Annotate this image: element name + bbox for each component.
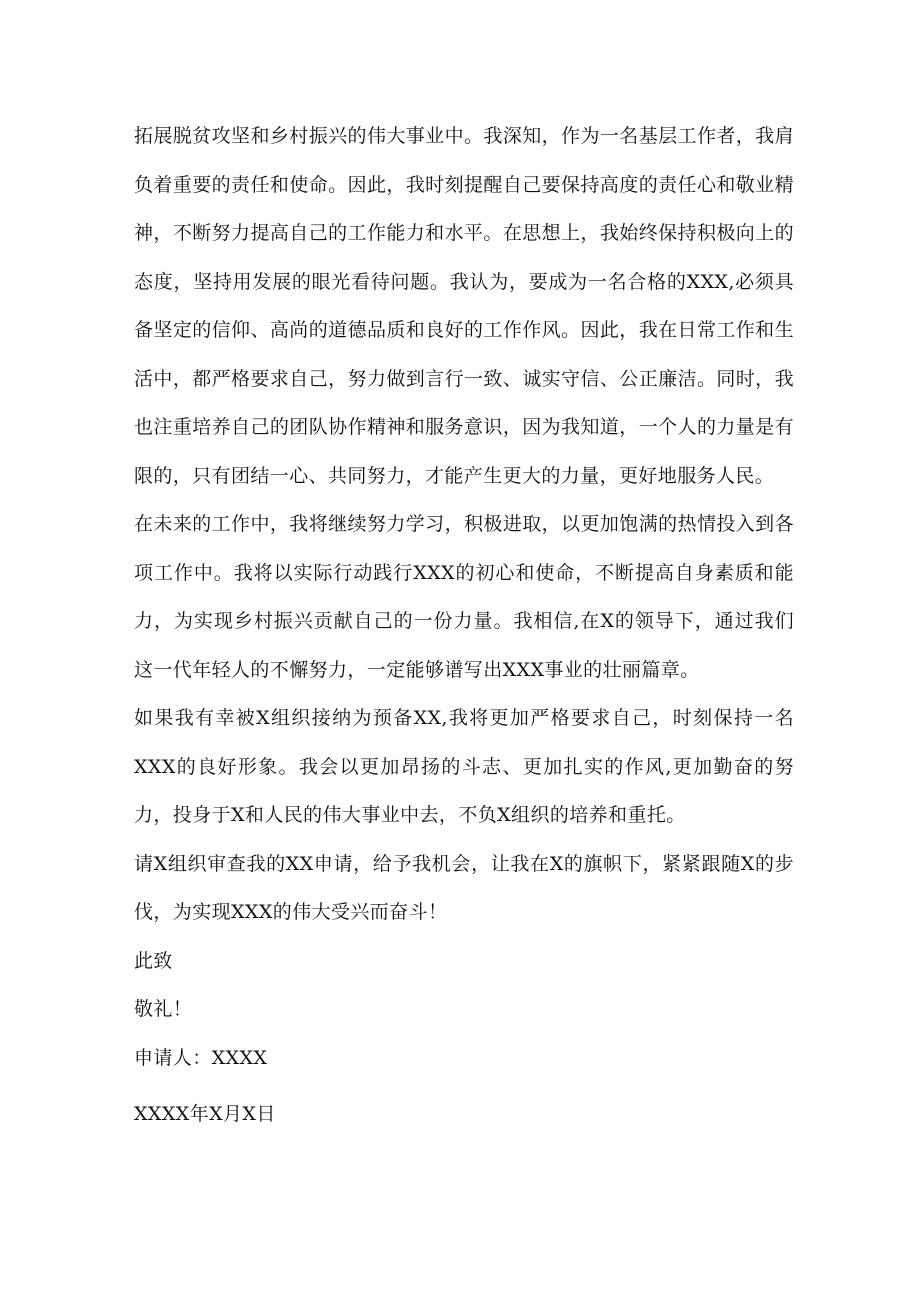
closing-regards: 敬礼！ bbox=[134, 998, 193, 1020]
paragraph-3: 如果我有幸被X组织接纳为预备XX,我将更加严格要求自己，时刻保持一名XXX的良好形象。我会以更加昂扬的斗志、更加扎实的作风,更加勤奋的努力，投身于X和人民的伟大事业中去，不负X组织的培养和重托。 bbox=[134, 707, 794, 826]
applicant-signature: 申请人：XXXX bbox=[134, 1046, 268, 1069]
paragraph-1: 拓展脱贫攻坚和乡村振兴的伟大事业中。我深知，作为一名基层工作者，我肩负着重要的责任和使命。因此，我时刻提醒自己要保持高度的责任心和敬业精神，不断努力提高自己的工作能力和水平。在思想上，我始终保持积极向上的态度，坚持用发展的眼光看待问题。我认为，要成为一名合格的XXX,必须具备坚定的信仰、高尚的道德品质和良好的工作作风。因此，我在日常工作和生活中，都严格要求自己，努力做到言行一致、诚实守信、公正廉洁。同时，我也注重培养自己的团队协作精神和服务意识，因为我知道，一个人的力量是有限的，只有团结一心、共同努力，才能产生更大的力量，更好地服务人民。 bbox=[134, 125, 794, 487]
paragraph-4: 请X组织审查我的XX申请，给予我机会，让我在X的旗帜下，紧紧跟随X的步伐，为实现XXX的伟大受兴而奋斗！ bbox=[134, 852, 794, 923]
letter-body bbox=[134, 112, 794, 1139]
paragraph-2: 在未来的工作中，我将继续努力学习，积极进取，以更加饱满的热情投入到各项工作中。我将以实际行动践行XXX的初心和使命，不断提高自身素质和能力，为实现乡村振兴贡献自己的一份力量。我相信,在X的领导下，通过我们这一代年轻人的不懈努力，一定能够谱写出XXX事业的壮丽篇章。 bbox=[134, 513, 794, 681]
letter-date: XXXX年X月X日 bbox=[134, 1103, 276, 1125]
closing-salutation: 此致 bbox=[134, 949, 173, 972]
